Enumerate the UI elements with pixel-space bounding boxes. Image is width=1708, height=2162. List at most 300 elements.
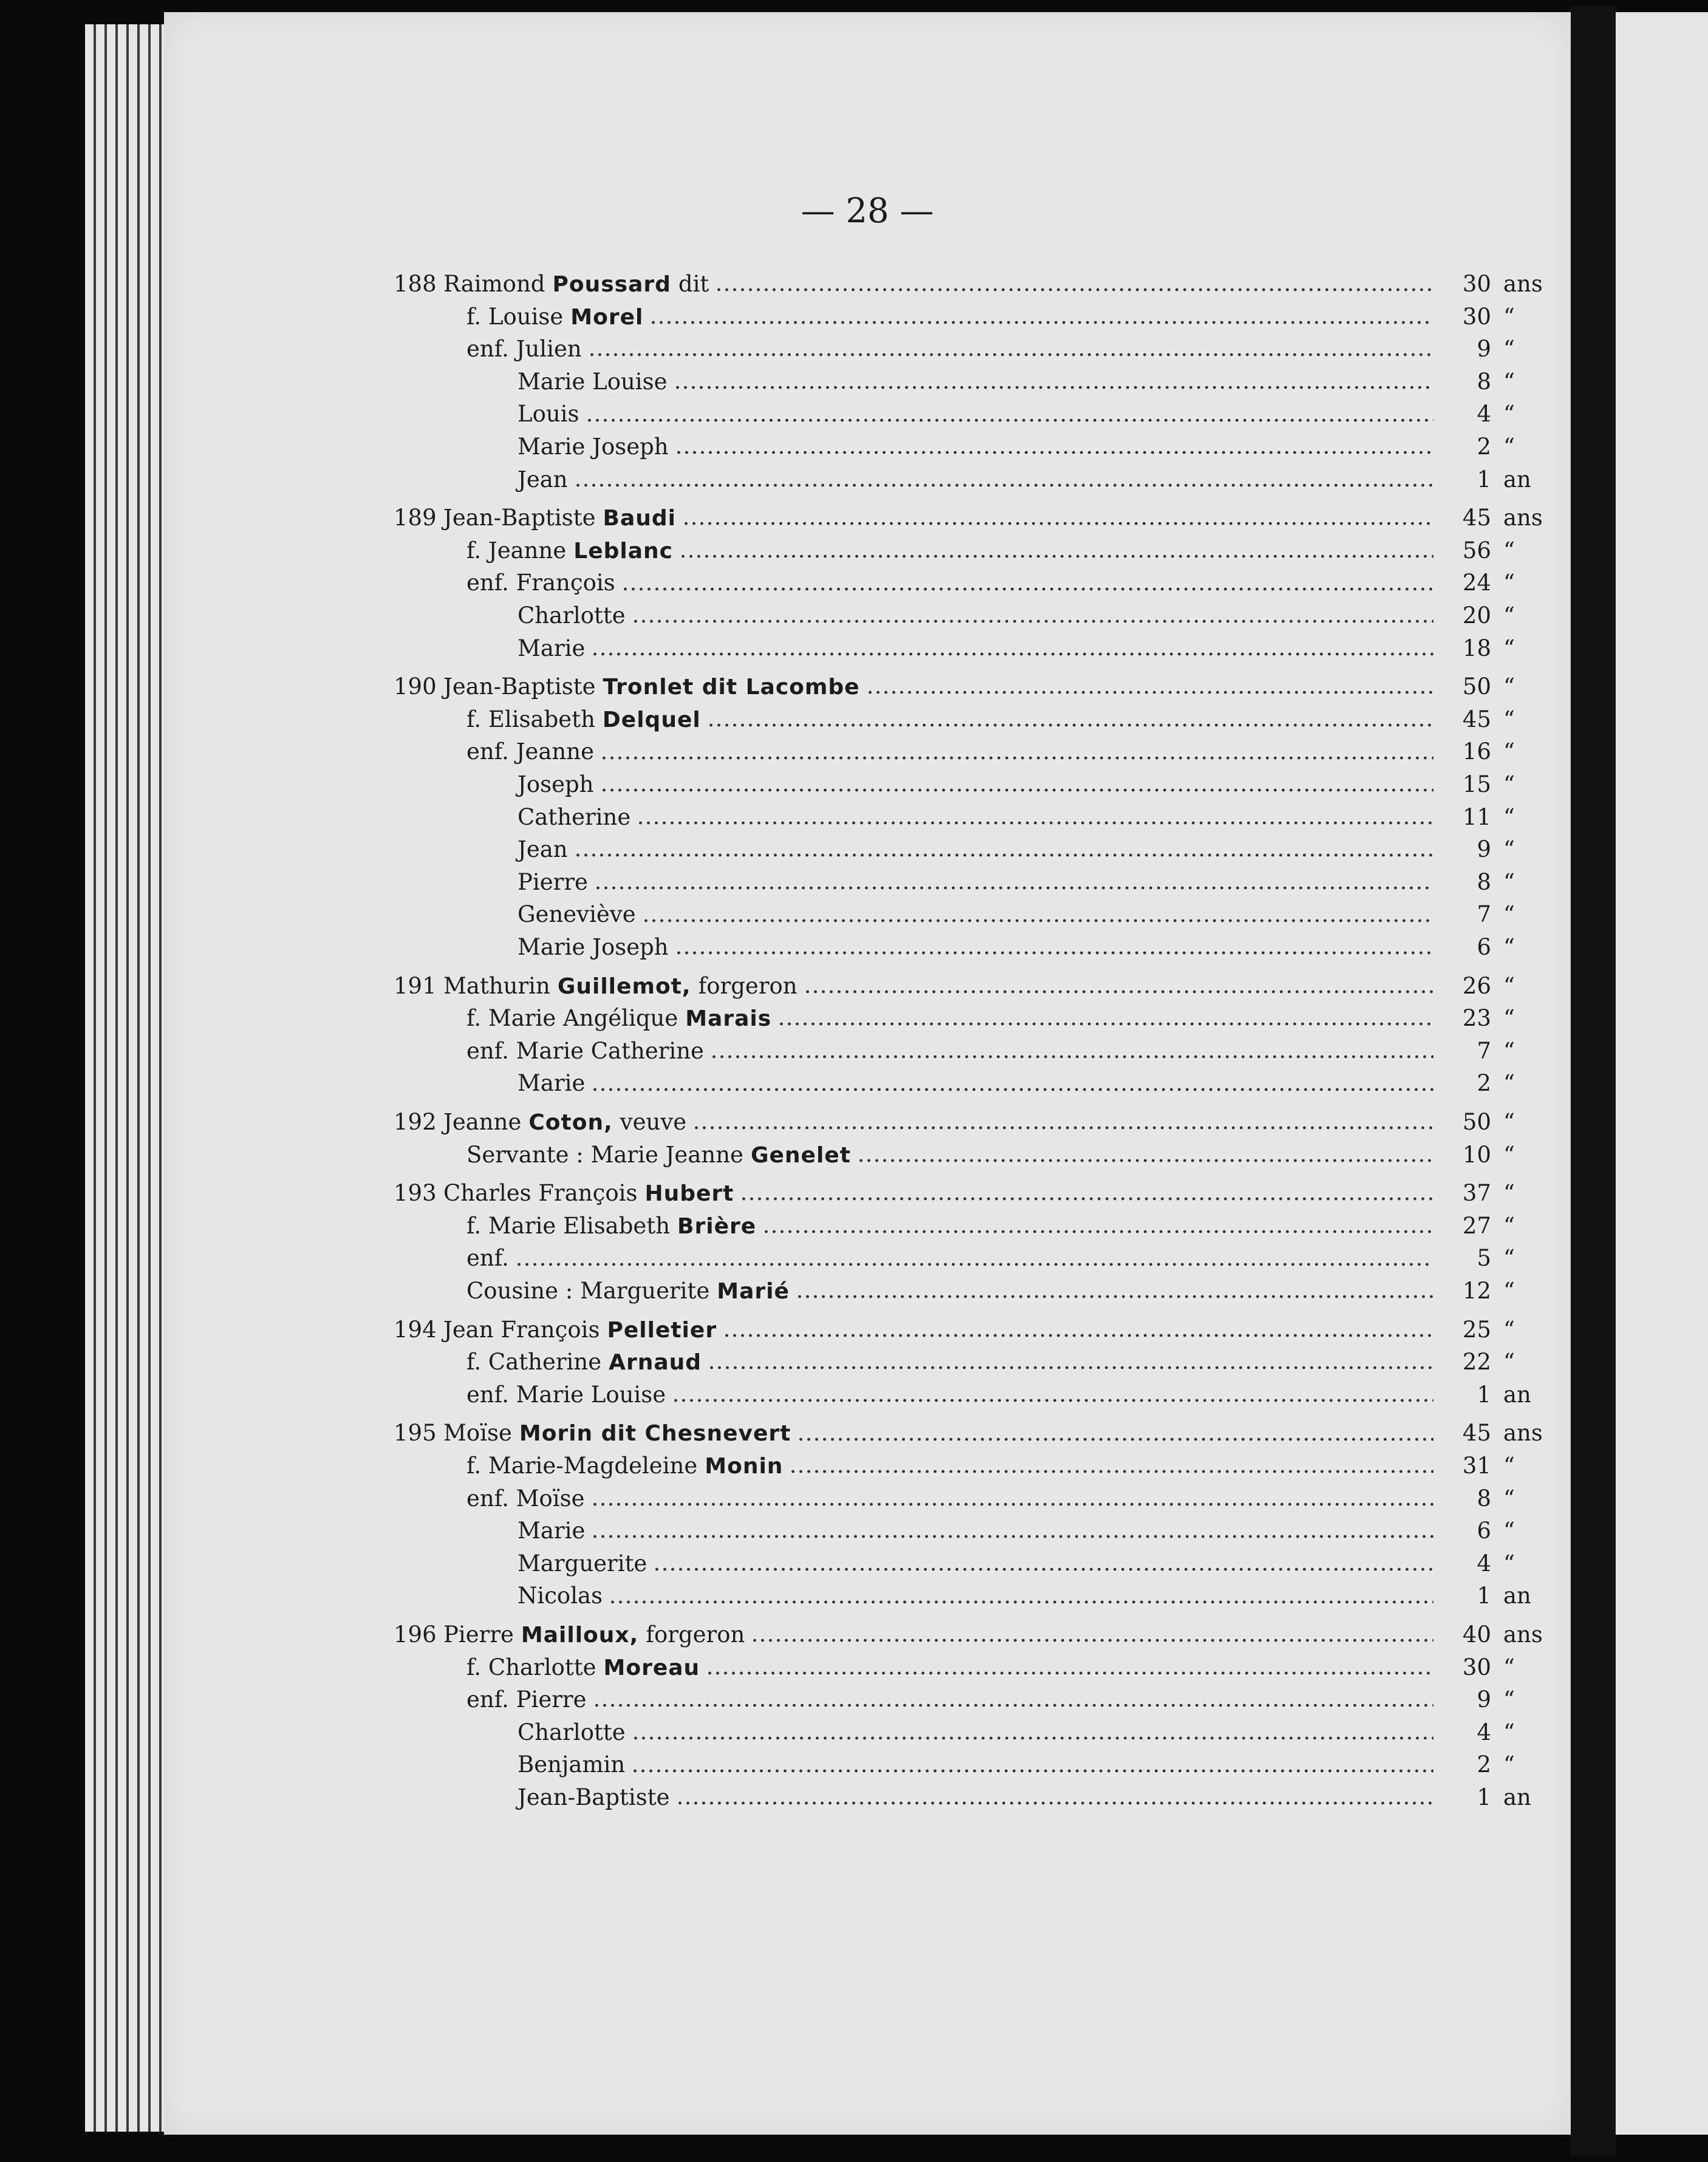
age-value: 8 bbox=[1477, 368, 1491, 395]
age-unit: an bbox=[1503, 1583, 1531, 1609]
given-name: Jean François bbox=[443, 1316, 600, 1343]
age-value: 5 bbox=[1477, 1245, 1491, 1272]
page-number: — 28 — bbox=[801, 191, 934, 231]
age-value: 50 bbox=[1462, 673, 1491, 700]
age-value: 23 bbox=[1462, 1005, 1491, 1032]
age-value: 8 bbox=[1477, 1485, 1491, 1512]
dot-leader bbox=[637, 800, 1433, 834]
dot-leader bbox=[707, 703, 1433, 737]
age-value: 2 bbox=[1477, 1751, 1491, 1778]
entry-text bbox=[466, 703, 701, 737]
age-unit: “ bbox=[1503, 401, 1515, 428]
entry-text bbox=[466, 1482, 585, 1516]
age-unit: “ bbox=[1503, 1550, 1515, 1577]
age-value: 16 bbox=[1462, 738, 1491, 765]
dot-leader bbox=[591, 1066, 1433, 1100]
age-unit: “ bbox=[1503, 1070, 1515, 1097]
member-entry bbox=[164, 1579, 1571, 1613]
age-unit: “ bbox=[1503, 901, 1515, 928]
age-unit: “ bbox=[1503, 537, 1515, 564]
entry-text bbox=[518, 800, 630, 834]
age-value: 37 bbox=[1462, 1180, 1491, 1207]
member-entry bbox=[164, 930, 1571, 964]
given-name: Servante : Marie Jeanne bbox=[466, 1141, 743, 1168]
dot-leader bbox=[574, 833, 1433, 867]
given-name: f. Marie Elisabeth bbox=[466, 1212, 671, 1239]
entry-text bbox=[518, 865, 588, 899]
member-entry bbox=[164, 1514, 1571, 1548]
age-unit: “ bbox=[1503, 1719, 1515, 1745]
given-name: Joseph bbox=[518, 771, 594, 797]
age-unit: “ bbox=[1503, 336, 1515, 363]
entry-text bbox=[466, 534, 673, 568]
age-value: 50 bbox=[1462, 1109, 1491, 1135]
given-name: Nicolas bbox=[518, 1583, 603, 1609]
entry-text bbox=[466, 1683, 587, 1717]
age-unit: “ bbox=[1503, 1654, 1515, 1680]
given-name: Mathurin bbox=[443, 972, 550, 999]
age-value: 31 bbox=[1462, 1453, 1491, 1479]
household-entry bbox=[164, 969, 1571, 1003]
dot-leader bbox=[857, 1138, 1433, 1172]
dot-leader bbox=[594, 865, 1433, 899]
member-entry bbox=[164, 1001, 1571, 1035]
surname: Monin bbox=[705, 1454, 784, 1479]
dot-leader bbox=[632, 1716, 1433, 1750]
entry-text bbox=[466, 300, 643, 335]
age-value: 8 bbox=[1477, 868, 1491, 895]
age-unit: “ bbox=[1503, 570, 1515, 596]
member-entry bbox=[164, 1547, 1571, 1581]
dot-leader bbox=[692, 1105, 1433, 1139]
household-number: 190 bbox=[394, 673, 437, 700]
age-unit: “ bbox=[1503, 1686, 1515, 1713]
age-value: 4 bbox=[1477, 401, 1491, 428]
entry-text bbox=[518, 1514, 585, 1548]
age-value: 27 bbox=[1462, 1212, 1491, 1239]
age-value: 6 bbox=[1477, 1518, 1491, 1544]
age-unit: “ bbox=[1503, 1212, 1515, 1239]
household-number: 195 bbox=[394, 1420, 437, 1447]
age-unit: “ bbox=[1503, 602, 1515, 629]
member-entry bbox=[164, 599, 1571, 633]
member-entry bbox=[164, 1034, 1571, 1068]
entry-text bbox=[394, 501, 676, 536]
dot-leader bbox=[723, 1313, 1433, 1347]
member-entry bbox=[164, 1378, 1571, 1412]
surname: Arnaud bbox=[609, 1350, 702, 1376]
entry-text bbox=[518, 463, 568, 497]
age-value: 7 bbox=[1477, 901, 1491, 928]
dot-leader bbox=[591, 1482, 1433, 1516]
entry-text bbox=[518, 930, 669, 964]
age-unit: an bbox=[1503, 1381, 1531, 1408]
member-entry bbox=[164, 898, 1571, 932]
age-unit: “ bbox=[1503, 1245, 1515, 1272]
given-name: Jean bbox=[518, 466, 568, 493]
age-unit: an bbox=[1503, 466, 1531, 493]
entry-text bbox=[466, 1241, 509, 1275]
entry-text bbox=[394, 1105, 686, 1140]
age-unit: “ bbox=[1503, 803, 1515, 830]
given-name: enf. bbox=[466, 1245, 509, 1272]
entry-text bbox=[518, 430, 669, 464]
surname: Marié bbox=[717, 1279, 790, 1304]
age-value: 10 bbox=[1462, 1141, 1491, 1168]
age-unit: “ bbox=[1503, 738, 1515, 765]
entry-text bbox=[518, 599, 626, 633]
dot-leader bbox=[866, 670, 1433, 704]
member-entry bbox=[164, 1482, 1571, 1516]
age-unit: ans bbox=[1503, 1420, 1543, 1447]
member-entry bbox=[164, 1066, 1571, 1100]
member-entry bbox=[164, 332, 1571, 366]
member-entry bbox=[164, 1449, 1571, 1483]
age-unit: “ bbox=[1503, 771, 1515, 797]
surname: Guillemot, bbox=[557, 974, 691, 999]
given-name: Marie Joseph bbox=[518, 934, 669, 960]
dot-leader bbox=[675, 930, 1433, 964]
dot-leader bbox=[674, 365, 1433, 399]
dot-leader bbox=[600, 768, 1433, 802]
entry-text bbox=[518, 632, 585, 666]
age-value: 1 bbox=[1477, 1784, 1491, 1810]
entry-text bbox=[394, 969, 798, 1004]
entry-text bbox=[518, 898, 636, 932]
age-value: 4 bbox=[1477, 1719, 1491, 1745]
entry-text bbox=[466, 1001, 771, 1036]
given-name: f. Catherine bbox=[466, 1349, 602, 1376]
entry-note: forgeron bbox=[698, 972, 798, 999]
age-value: 7 bbox=[1477, 1037, 1491, 1064]
given-name: Marie bbox=[518, 635, 586, 661]
given-name: Benjamin bbox=[518, 1751, 626, 1778]
entry-text bbox=[394, 1618, 745, 1652]
entry-text bbox=[518, 1781, 670, 1815]
given-name: Louis bbox=[518, 401, 579, 428]
age-value: 6 bbox=[1477, 934, 1491, 960]
dot-leader bbox=[574, 463, 1433, 497]
member-entry bbox=[164, 463, 1571, 497]
given-name: Jean bbox=[518, 836, 568, 863]
household-entry bbox=[164, 501, 1571, 535]
given-name: enf. Marie Louise bbox=[466, 1381, 666, 1408]
given-name: enf. François bbox=[466, 570, 615, 596]
age-value: 9 bbox=[1477, 836, 1491, 863]
household-number: 194 bbox=[394, 1316, 437, 1343]
surname: Pelletier bbox=[607, 1317, 717, 1343]
entry-text bbox=[518, 1547, 647, 1581]
age-unit: “ bbox=[1503, 868, 1515, 895]
dot-leader bbox=[751, 1618, 1433, 1652]
member-entry bbox=[164, 1651, 1571, 1685]
entry-text bbox=[518, 1716, 626, 1750]
member-entry bbox=[164, 1274, 1571, 1308]
age-value: 11 bbox=[1462, 803, 1491, 830]
age-value: 30 bbox=[1462, 271, 1491, 297]
dot-leader bbox=[515, 1241, 1433, 1275]
age-value: 9 bbox=[1477, 1686, 1491, 1713]
given-name: Marie bbox=[518, 1070, 586, 1097]
dot-leader bbox=[591, 1514, 1433, 1548]
age-unit: “ bbox=[1503, 635, 1515, 661]
book-gutter bbox=[1571, 6, 1616, 2156]
age-unit: “ bbox=[1503, 1316, 1515, 1343]
entry-text bbox=[466, 332, 582, 366]
dot-leader bbox=[675, 430, 1433, 464]
dot-leader bbox=[600, 735, 1433, 769]
entry-text bbox=[466, 1138, 851, 1173]
given-name: Pierre bbox=[443, 1622, 514, 1648]
facing-page bbox=[1616, 12, 1708, 2135]
dot-leader bbox=[797, 1416, 1433, 1450]
age-value: 30 bbox=[1462, 1654, 1491, 1680]
age-value: 22 bbox=[1462, 1349, 1491, 1376]
entry-note: veuve bbox=[620, 1109, 687, 1135]
member-entry bbox=[164, 735, 1571, 769]
member-entry bbox=[164, 1345, 1571, 1379]
surname: Marais bbox=[685, 1006, 772, 1032]
member-entry bbox=[164, 1138, 1571, 1172]
surname: Poussard bbox=[552, 272, 671, 297]
age-value: 2 bbox=[1477, 1070, 1491, 1097]
entry-text bbox=[518, 365, 668, 399]
household-entry bbox=[164, 1176, 1571, 1210]
given-name: f. Jeanne bbox=[466, 537, 567, 564]
given-name: enf. Julien bbox=[466, 336, 582, 363]
age-unit: “ bbox=[1503, 1005, 1515, 1032]
household-entry bbox=[164, 670, 1571, 704]
age-unit: “ bbox=[1503, 1453, 1515, 1479]
age-unit: “ bbox=[1503, 1278, 1515, 1304]
entry-text bbox=[394, 670, 860, 704]
surname: Leblanc bbox=[573, 538, 673, 564]
dot-leader bbox=[631, 1748, 1433, 1782]
given-name: Jeanne bbox=[443, 1109, 522, 1135]
entry-text bbox=[466, 1274, 790, 1309]
dot-leader bbox=[609, 1579, 1433, 1613]
dot-leader bbox=[593, 1683, 1433, 1717]
age-unit: “ bbox=[1503, 972, 1515, 999]
member-entry bbox=[164, 800, 1571, 834]
age-value: 1 bbox=[1477, 1381, 1491, 1408]
dot-leader bbox=[777, 1001, 1433, 1035]
given-name: f. Charlotte bbox=[466, 1654, 596, 1680]
age-value: 40 bbox=[1462, 1622, 1491, 1648]
age-value: 26 bbox=[1462, 972, 1491, 999]
household-number: 192 bbox=[394, 1109, 437, 1135]
dot-leader bbox=[588, 332, 1433, 366]
member-entry bbox=[164, 300, 1571, 334]
entry-text bbox=[518, 397, 579, 431]
member-entry bbox=[164, 1683, 1571, 1717]
surname: Moreau bbox=[603, 1655, 700, 1680]
document-page bbox=[164, 12, 1571, 2135]
dot-leader bbox=[804, 969, 1433, 1003]
age-unit: “ bbox=[1503, 1751, 1515, 1778]
member-entry bbox=[164, 1241, 1571, 1275]
entry-text bbox=[466, 1209, 756, 1244]
dot-leader bbox=[708, 1345, 1433, 1379]
age-unit: “ bbox=[1503, 836, 1515, 863]
given-name: Moïse bbox=[443, 1420, 512, 1447]
given-name: Jean-Baptiste bbox=[443, 673, 596, 700]
age-value: 1 bbox=[1477, 466, 1491, 493]
age-unit: “ bbox=[1503, 1037, 1515, 1064]
age-value: 9 bbox=[1477, 336, 1491, 363]
given-name: Charles François bbox=[443, 1180, 638, 1207]
entry-text bbox=[466, 735, 594, 769]
age-value: 18 bbox=[1462, 635, 1491, 661]
given-name: Geneviève bbox=[518, 901, 636, 928]
household-number: 193 bbox=[394, 1180, 437, 1207]
given-name: f. Marie Angélique bbox=[466, 1005, 678, 1032]
household-entry bbox=[164, 1416, 1571, 1450]
member-entry bbox=[164, 566, 1571, 600]
member-entry bbox=[164, 397, 1571, 431]
dot-leader bbox=[653, 1547, 1433, 1581]
given-name: Jean-Baptiste bbox=[518, 1784, 670, 1810]
member-entry bbox=[164, 534, 1571, 568]
age-unit: “ bbox=[1503, 434, 1515, 460]
age-unit: “ bbox=[1503, 303, 1515, 330]
entry-text bbox=[518, 768, 594, 802]
entry-text bbox=[466, 566, 615, 600]
household-number: 188 bbox=[394, 271, 437, 297]
entry-text bbox=[466, 1034, 704, 1068]
given-name: enf. Pierre bbox=[466, 1686, 587, 1713]
dot-leader bbox=[796, 1274, 1433, 1308]
surname: Morel bbox=[570, 304, 644, 330]
age-unit: “ bbox=[1503, 1141, 1515, 1168]
dot-leader bbox=[740, 1176, 1433, 1210]
entry-note: forgeron bbox=[646, 1622, 745, 1648]
dot-leader bbox=[591, 632, 1433, 666]
dot-leader bbox=[682, 501, 1433, 535]
surname: Tronlet dit Lacombe bbox=[603, 675, 860, 700]
age-value: 45 bbox=[1462, 706, 1491, 732]
given-name: enf. Marie Catherine bbox=[466, 1037, 704, 1064]
age-value: 24 bbox=[1462, 570, 1491, 596]
given-name: Marie Louise bbox=[518, 368, 668, 395]
given-name: Charlotte bbox=[518, 1719, 626, 1745]
age-unit: ans bbox=[1503, 271, 1543, 297]
age-value: 45 bbox=[1462, 1420, 1491, 1447]
given-name: Marguerite bbox=[518, 1550, 647, 1577]
entry-text bbox=[518, 1066, 585, 1100]
given-name: Jean-Baptiste bbox=[443, 505, 596, 531]
member-entry bbox=[164, 632, 1571, 666]
dot-leader bbox=[642, 898, 1433, 932]
age-value: 45 bbox=[1462, 505, 1491, 531]
entry-text bbox=[394, 1313, 717, 1348]
age-unit: “ bbox=[1503, 1485, 1515, 1512]
member-entry bbox=[164, 1781, 1571, 1815]
dot-leader bbox=[762, 1209, 1433, 1243]
member-entry bbox=[164, 1209, 1571, 1243]
age-value: 12 bbox=[1462, 1278, 1491, 1304]
household-entry bbox=[164, 1313, 1571, 1347]
member-entry bbox=[164, 865, 1571, 899]
dot-leader bbox=[710, 1034, 1433, 1068]
given-name: Charlotte bbox=[518, 602, 626, 629]
given-name: Cousine : Marguerite bbox=[466, 1278, 710, 1304]
dot-leader bbox=[621, 566, 1433, 600]
member-entry bbox=[164, 1716, 1571, 1750]
age-unit: “ bbox=[1503, 368, 1515, 395]
age-unit: “ bbox=[1503, 1180, 1515, 1207]
entry-text bbox=[466, 1345, 702, 1380]
dot-leader bbox=[649, 300, 1433, 334]
entry-text bbox=[518, 833, 568, 867]
dot-leader bbox=[676, 1781, 1433, 1815]
age-unit: ans bbox=[1503, 505, 1543, 531]
household-number: 189 bbox=[394, 505, 437, 531]
member-entry bbox=[164, 703, 1571, 737]
age-value: 25 bbox=[1462, 1316, 1491, 1343]
surname: Hubert bbox=[644, 1181, 734, 1207]
given-name: enf. Moïse bbox=[466, 1485, 585, 1512]
household-entry bbox=[164, 1618, 1571, 1652]
entry-text bbox=[466, 1651, 700, 1685]
given-name: Pierre bbox=[518, 868, 588, 895]
age-unit: ans bbox=[1503, 1622, 1543, 1648]
age-value: 1 bbox=[1477, 1583, 1491, 1609]
household-entry bbox=[164, 267, 1571, 301]
given-name: f. Marie-Magdeleine bbox=[466, 1453, 698, 1479]
household-entry bbox=[164, 1105, 1571, 1139]
member-entry bbox=[164, 365, 1571, 399]
dot-leader bbox=[586, 397, 1433, 431]
age-value: 15 bbox=[1462, 771, 1491, 797]
given-name: f. Elisabeth bbox=[466, 706, 595, 732]
dot-leader bbox=[679, 534, 1433, 568]
surname: Morin dit Chesnevert bbox=[519, 1421, 791, 1447]
age-value: 4 bbox=[1477, 1550, 1491, 1577]
given-name: Raimond bbox=[443, 271, 545, 297]
given-name: Marie bbox=[518, 1518, 586, 1544]
entry-text bbox=[518, 1579, 603, 1613]
age-value: 2 bbox=[1477, 434, 1491, 460]
given-name: enf. Jeanne bbox=[466, 738, 594, 765]
age-unit: “ bbox=[1503, 1349, 1515, 1376]
household-number: 196 bbox=[394, 1622, 437, 1648]
entry-note: dit bbox=[678, 271, 709, 297]
entry-text bbox=[394, 267, 709, 302]
surname: Mailloux, bbox=[521, 1623, 639, 1648]
member-entry bbox=[164, 833, 1571, 867]
member-entry bbox=[164, 430, 1571, 464]
age-value: 56 bbox=[1462, 537, 1491, 564]
surname: Brière bbox=[677, 1213, 757, 1239]
household-number: 191 bbox=[394, 972, 437, 999]
age-unit: “ bbox=[1503, 706, 1515, 732]
dot-leader bbox=[715, 267, 1433, 301]
surname: Delquel bbox=[602, 707, 701, 732]
entry-text bbox=[466, 1378, 666, 1412]
member-entry bbox=[164, 1748, 1571, 1782]
age-unit: an bbox=[1503, 1784, 1531, 1810]
dot-leader bbox=[632, 599, 1433, 633]
entry-text bbox=[466, 1449, 783, 1484]
age-value: 20 bbox=[1462, 602, 1491, 629]
age-unit: “ bbox=[1503, 1109, 1515, 1135]
entry-text bbox=[518, 1748, 625, 1782]
dot-leader bbox=[789, 1449, 1433, 1483]
surname: Baudi bbox=[603, 506, 676, 531]
age-unit: “ bbox=[1503, 673, 1515, 700]
member-entry bbox=[164, 768, 1571, 802]
